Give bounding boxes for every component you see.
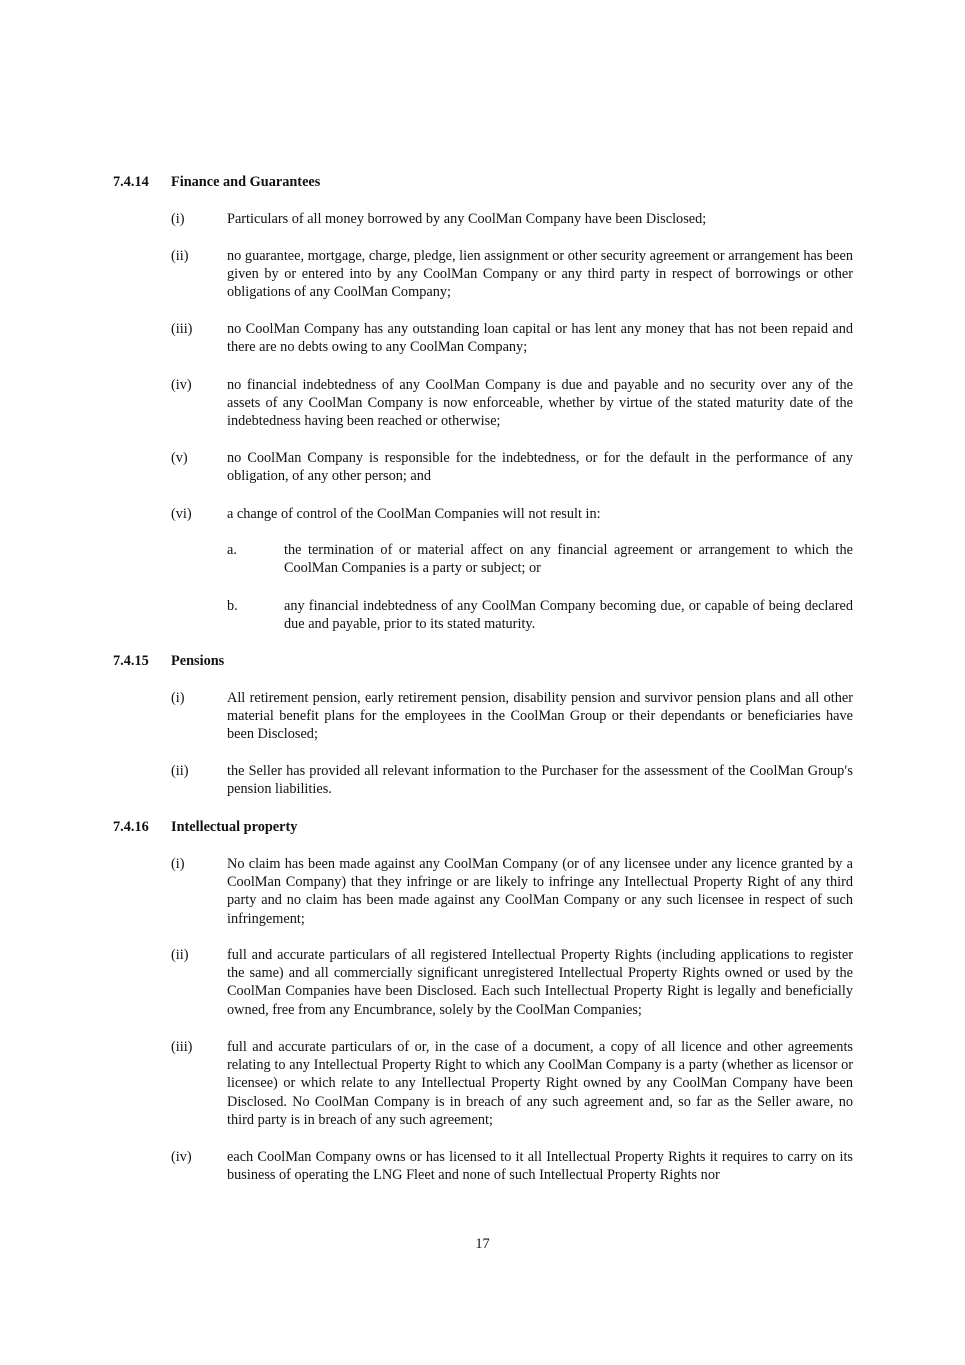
clause-text: no CoolMan Company is responsible for the indebtedness, or for the default in the performance of any obligation, of any other person; and bbox=[227, 450, 853, 485]
clause-7-4-14-i bbox=[171, 210, 853, 228]
section-number: 7.4.15 bbox=[113, 653, 149, 669]
clause-7-4-15-ii bbox=[171, 762, 853, 798]
clause-text: no CoolMan Company has any outstanding loan capital or has lent any money that has not been repaid and there are no debts owing to any CoolMan Company; bbox=[227, 321, 853, 356]
section-heading-7-4-14 bbox=[113, 173, 853, 191]
clause-7-4-16-ii bbox=[171, 946, 853, 1019]
clause-text: Particulars of all money borrowed by any CoolMan Company have been Disclosed; bbox=[227, 211, 707, 227]
clause-label: (i) bbox=[171, 690, 185, 706]
section-heading-7-4-16 bbox=[113, 818, 853, 836]
clause-label: (iii) bbox=[171, 1039, 193, 1055]
clause-7-4-14-iii bbox=[171, 320, 853, 356]
clause-text: a change of control of the CoolMan Companies will not result in: bbox=[227, 506, 601, 522]
clause-text: each CoolMan Company owns or has licensed to it all Intellectual Property Rights it requires to carry on its business of operating the LNG Fleet and none of such Intellectual Property Rights nor bbox=[227, 1149, 853, 1184]
clause-label: (i) bbox=[171, 856, 185, 872]
section-number: 7.4.16 bbox=[113, 819, 149, 835]
clause-text: the Seller has provided all relevant information to the Purchaser for the assessment of the CoolMan Group′s pension liabilities. bbox=[227, 763, 853, 798]
subclause-text: the termination of or material affect on any financial agreement or arrangement to which the CoolMan Companies is a party or subject; or bbox=[284, 542, 853, 577]
clause-label: (ii) bbox=[171, 763, 189, 779]
clause-text: full and accurate particulars of all registered Intellectual Property Rights (including applications to register the same) and all commercially significant unregistered Intellectual Property Rights owned or used by the CoolMan Companies have been Disclosed. Each such Intellectual Property Right is legally and beneficially owned, free from any Encumbrance, solely by the CoolMan Companies; bbox=[227, 947, 853, 1018]
clause-text: No claim has been made against any CoolMan Company (or of any licensee under any licence granted by a CoolMan Company) that they infringe or are likely to infringe any Intellectual Property Right of any third party and no claim has been made against any CoolMan Company or any such licensee in respect of such infringement; bbox=[227, 856, 853, 927]
clause-text: All retirement pension, early retirement pension, disability pension and survivor pension plans and all other material benefit plans for the employees in the CoolMan Group or their dependants or beneficiaries have been Disclosed; bbox=[227, 690, 853, 743]
clause-7-4-16-i bbox=[171, 855, 853, 928]
section-title: Intellectual property bbox=[171, 819, 298, 835]
clause-7-4-16-iv bbox=[171, 1148, 853, 1184]
clause-7-4-14-ii bbox=[171, 247, 853, 302]
subclause-b bbox=[227, 597, 853, 633]
clause-text: full and accurate particulars of or, in the case of a document, a copy of all licence and other agreements relating to any Intellectual Property Right to which any CoolMan Company is a party (whether as licensor or licensee) or which relate to any Intellectual Property Right owned by any CoolMan Company have been Disclosed. No CoolMan Company is in breach of any such agreement and, so far as the Seller aware, no third party is in breach of any such agreement; bbox=[227, 1039, 853, 1128]
clause-text: no guarantee, mortgage, charge, pledge, lien assignment or other security agreement or arrangement has been given by or entered into by any CoolMan Company or any third party in respect of borrowings or other obligations of any CoolMan Company; bbox=[227, 248, 853, 301]
subclause-a bbox=[227, 541, 853, 577]
subclause-label: a. bbox=[227, 542, 237, 558]
subclause-text: any financial indebtedness of any CoolMan Company becoming due, or capable of being declared due and payable, prior to its stated maturity. bbox=[284, 598, 853, 633]
subclause-label: b. bbox=[227, 598, 238, 614]
clause-label: (ii) bbox=[171, 248, 189, 264]
clause-text: no financial indebtedness of any CoolMan Company is due and payable and no security over any of the assets of any CoolMan Company is now enforceable, whether by virtue of the stated maturity date of the indebtedness having been reached or otherwise; bbox=[227, 377, 853, 430]
clause-label: (v) bbox=[171, 450, 188, 466]
section-title: Finance and Guarantees bbox=[171, 174, 321, 190]
section-title: Pensions bbox=[171, 653, 225, 669]
clause-label: (iv) bbox=[171, 1149, 192, 1165]
clause-label: (ii) bbox=[171, 947, 189, 963]
section-heading-7-4-15 bbox=[113, 652, 853, 670]
clause-7-4-14-v bbox=[171, 449, 853, 485]
clause-7-4-14-iv bbox=[171, 376, 853, 431]
page-number: 17 bbox=[475, 1236, 490, 1252]
clause-label: (iii) bbox=[171, 321, 193, 337]
clause-7-4-14-vi bbox=[171, 505, 853, 523]
clause-label: (i) bbox=[171, 211, 185, 227]
section-number: 7.4.14 bbox=[113, 174, 149, 190]
clause-label: (vi) bbox=[171, 506, 192, 522]
clause-7-4-15-i bbox=[171, 689, 853, 744]
clause-7-4-16-iii bbox=[171, 1038, 853, 1129]
clause-label: (iv) bbox=[171, 377, 192, 393]
